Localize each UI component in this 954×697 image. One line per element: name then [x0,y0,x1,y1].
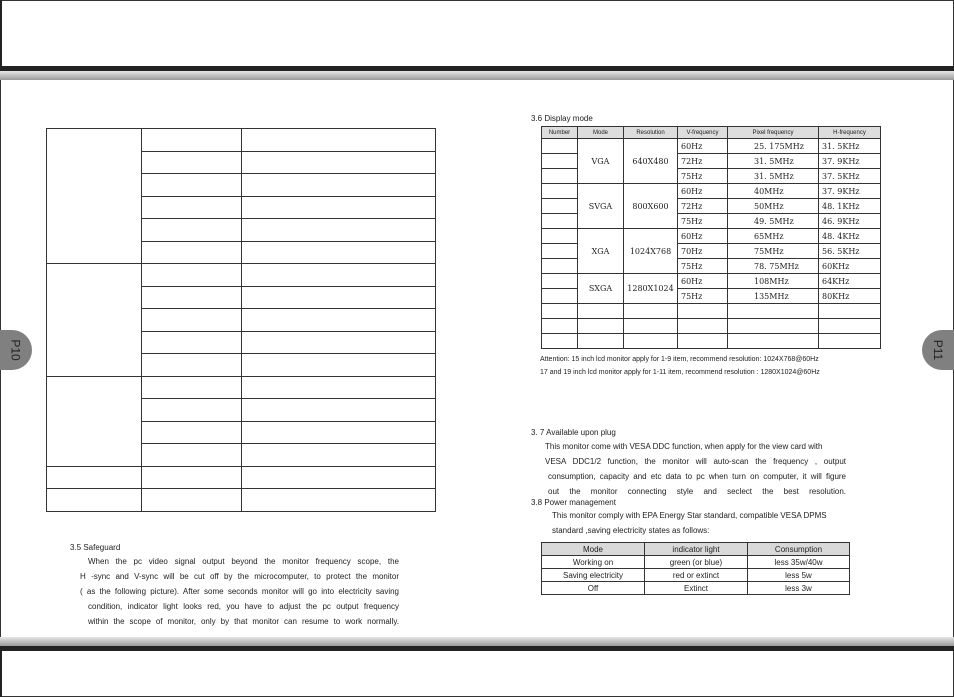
table-cell: Working on [542,556,645,569]
table-row [542,139,881,154]
resolution-cell: 800X600 [624,184,678,229]
table-cell: Off [542,582,645,595]
pixel-freq-cell: 75MHz [728,244,819,259]
plug-title: 3. 7 Available upon plug [531,428,616,437]
safeguard-line: When the pc video signal output beyond the monitor frequency scope, the [88,557,399,566]
plug-line: consumption, capacity and etc data to pc when turn on computer, it will figure [548,472,846,481]
safeguard-line: condition, indicator light looks red, you have to adjust the pc output frequency [88,602,399,611]
vfreq-cell: 60Hz [678,274,728,289]
pixel-freq-cell: 31. 5MHz [728,169,819,184]
pixel-freq-cell: 108MHz [728,274,819,289]
hfreq-cell: 37. 5KHz [819,169,881,184]
table-cell: green (or blue) [645,556,748,569]
pixel-freq-cell: 49. 5MHz [728,214,819,229]
safeguard-line: ( as the following picture). After some seconds monitor will go into electricity saving [80,587,399,596]
vfreq-cell: 70Hz [678,244,728,259]
plug-text [545,439,846,499]
resolution-cell: 640X480 [624,139,678,184]
hfreq-cell: 37. 9KHz [819,184,881,199]
top-band-shade [0,71,954,80]
header-cell: Consumption [748,543,850,556]
table-row [542,334,881,349]
vfreq-cell: 60Hz [678,184,728,199]
header-cell: Mode [542,543,645,556]
header-cell: V-frequency [678,127,728,139]
mode-cell: VGA [578,139,624,184]
bottom-band-shade [0,637,954,646]
table-row [542,582,850,595]
table-cell: Saving electricity [542,569,645,582]
table-row [542,569,850,582]
resolution-cell: 1024X768 [624,229,678,274]
bottom-band [0,646,954,651]
safeguard-line: H -sync and V-sync will be cut off by the microcomputer, to protect the monitor [80,572,399,581]
table-row [542,184,881,199]
hfreq-cell: 37. 9KHz [819,154,881,169]
table-cell: red or extinct [645,569,748,582]
table-cell: less 3w [748,582,850,595]
page-tab-right [922,330,954,370]
header-cell: indicator light [645,543,748,556]
pixel-freq-cell: 25. 175MHz [728,139,819,154]
power-table [541,542,850,595]
header-cell: Pixel frequency [728,127,819,139]
plug-line: This monitor come with VESA DDC function, when apply for the view card with [545,442,823,451]
table-row [542,229,881,244]
attention-note: 17 and 19 inch lcd monitor apply for 1-11 item, recommend resolution : 1280X1024@60Hz [540,369,820,376]
pixel-freq-cell: 50MHz [728,199,819,214]
pixel-freq-cell: 31. 5MHz [728,154,819,169]
table-cell: less 35w/40w [748,556,850,569]
mode-cell: XGA [578,229,624,274]
pixel-freq-cell: 65MHz [728,229,819,244]
pixel-freq-cell: 40MHz [728,184,819,199]
resolution-cell: 1280X1024 [624,274,678,304]
safeguard-line: within the scope of monitor, only by that monitor can resume to work normally. [88,617,399,626]
hfreq-cell: 56. 5KHz [819,244,881,259]
pixel-freq-cell: 135MHz [728,289,819,304]
header-cell: H-frequency [819,127,881,139]
header-cell: Resolution [624,127,678,139]
table-header-row [542,127,881,139]
safeguard-text [80,554,399,629]
table-row [542,304,881,319]
plug-line: out the monitor connecting style and seclect the best resolution. [548,487,846,496]
page-number-left: P10 [8,339,23,361]
table-cell: Extinct [645,582,748,595]
header-cell: Number [542,127,578,139]
table-cell: less 5w [748,569,850,582]
mode-cell: SVGA [578,184,624,229]
vfreq-cell: 72Hz [678,199,728,214]
plug-line: VESA DDC1/2 function, the monitor will auto-scan the frequency , output [545,457,846,466]
display-mode-table [541,126,881,349]
safeguard-title: 3.5 Safeguard [70,543,121,552]
vfreq-cell: 75Hz [678,259,728,274]
hfreq-cell: 31. 5KHz [819,139,881,154]
vfreq-cell: 60Hz [678,229,728,244]
attention-note: Attention: 15 inch lcd monitor apply for 1-9 item, recommend resolution: 1024X768@60Hz [540,356,819,363]
header-cell: Mode [578,127,624,139]
power-text [552,508,827,538]
display-mode-title: 3.6 Display mode [531,114,593,123]
bottom-left-rule [0,650,2,697]
vfreq-cell: 75Hz [678,169,728,184]
hfreq-cell: 60KHz [819,259,881,274]
table-row [542,319,881,334]
hfreq-cell: 46. 9KHz [819,214,881,229]
page-number-right: P11 [931,339,945,361]
table-row [542,556,850,569]
vfreq-cell: 60Hz [678,139,728,154]
pixel-freq-cell: 78. 75MHz [728,259,819,274]
top-left-rule [0,0,2,66]
hfreq-cell: 48. 1KHz [819,199,881,214]
hfreq-cell: 48. 4KHz [819,229,881,244]
power-line: standard ,saving electricity states as follows: [552,526,710,535]
hfreq-cell: 64KHz [819,274,881,289]
table-header-row [542,543,850,556]
table-row [542,274,881,289]
mode-cell: SXGA [578,274,624,304]
vfreq-cell: 72Hz [678,154,728,169]
power-line: This monitor comply with EPA Energy Star standard, compatible VESA DPMS [552,511,827,520]
vfreq-cell: 75Hz [678,289,728,304]
power-title: 3.8 Power management [531,498,616,507]
spec-table [46,128,436,512]
vfreq-cell: 75Hz [678,214,728,229]
hfreq-cell: 80KHz [819,289,881,304]
